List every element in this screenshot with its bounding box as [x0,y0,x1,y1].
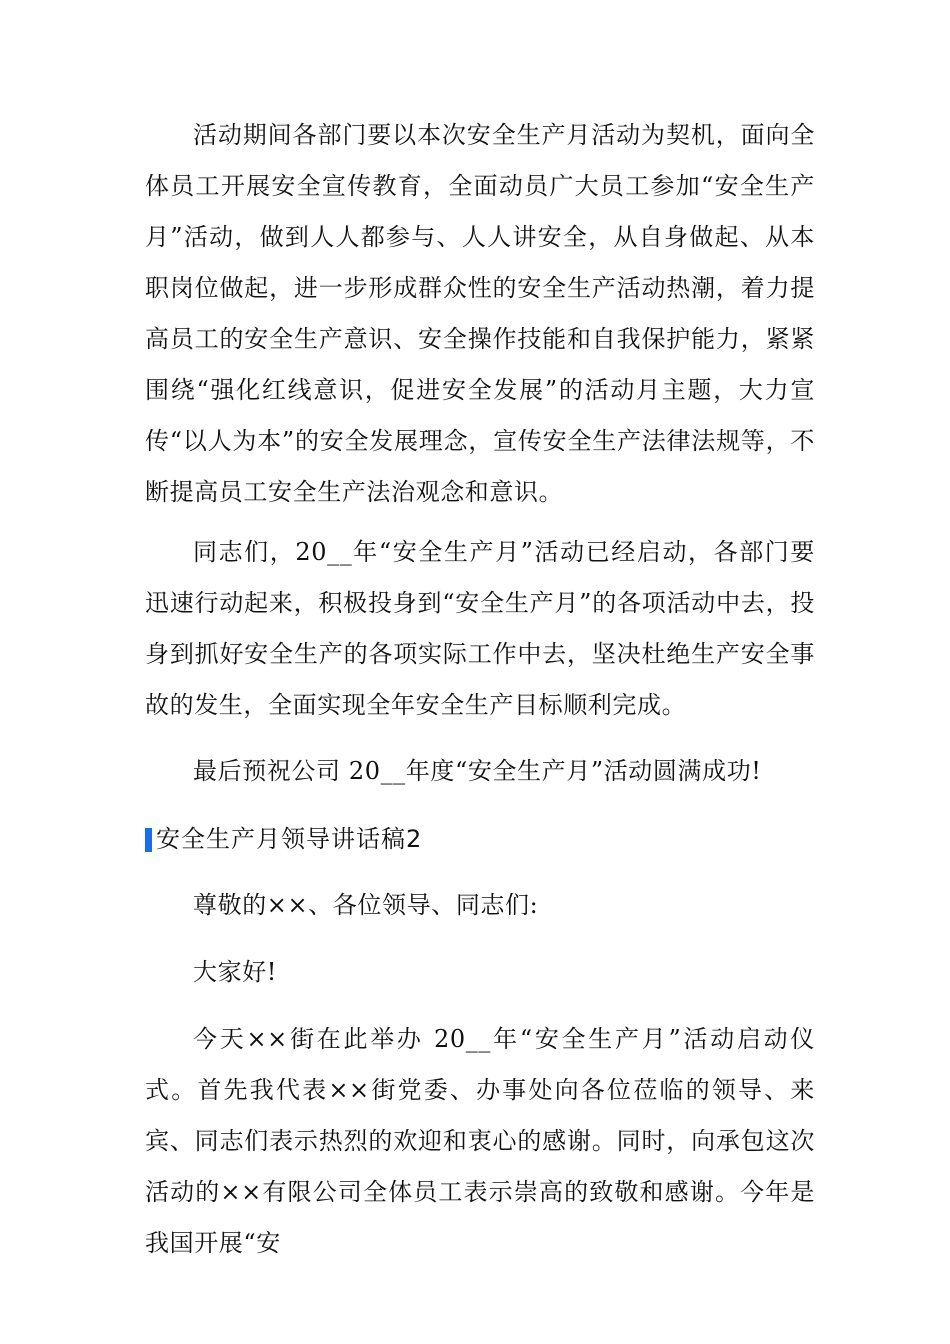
section-heading-title: 安全生产月领导讲话稿2 [156,824,423,853]
paragraph-greeting: 大家好! [193,958,278,986]
paragraph-opening: 今天××街在此举办 20__年“安全生产月”活动启动仪式。首先我代表××街党委、办事处向各位莅临的领导、来宾、同志们表示热烈的欢迎和衷心的感谢。同时，向承包这次活动的××有限公司全体员工表示崇高的致敬和感谢。今年是我国开展“安 [145,1025,815,1257]
heading-accent-bar [145,828,152,852]
paragraph-salutation: 尊敬的××、各位领导、同志们: [193,891,539,919]
paragraph-comrades: 同志们，20__年“安全生产月”活动已经启动，各部门要迅速行动起来，积极投身到“安全生产月”的各项活动中去，投身到抓好安全生产的各项实际工作中去，坚决杜绝生产安全事故的发生，全面实现全年安全生产目标顺利完成。 [145,538,815,719]
paragraph-activity-period: 活动期间各部门要以本次安全生产月活动为契机，面向全体员工开展安全宣传教育，全面动员广大员工参加“安全生产月”活动，做到人人都参与、人人讲安全，从自身做起、从本职岗位做起，进一步形成群众性的安全生产活动热潮，着力提高员工的安全生产意识、安全操作技能和自我保护能力，紧紧围绕“强化红线意识，促进安全发展”的活动月主题，大力宣传“以人为本”的安全发展理念，宣传安全生产法律法规等，不断提高员工安全生产法治观念和意识。 [145,121,815,506]
paragraph-wishes: 最后预祝公司 20__年度“安全生产月”活动圆满成功! [193,757,762,785]
section-heading [145,816,422,856]
